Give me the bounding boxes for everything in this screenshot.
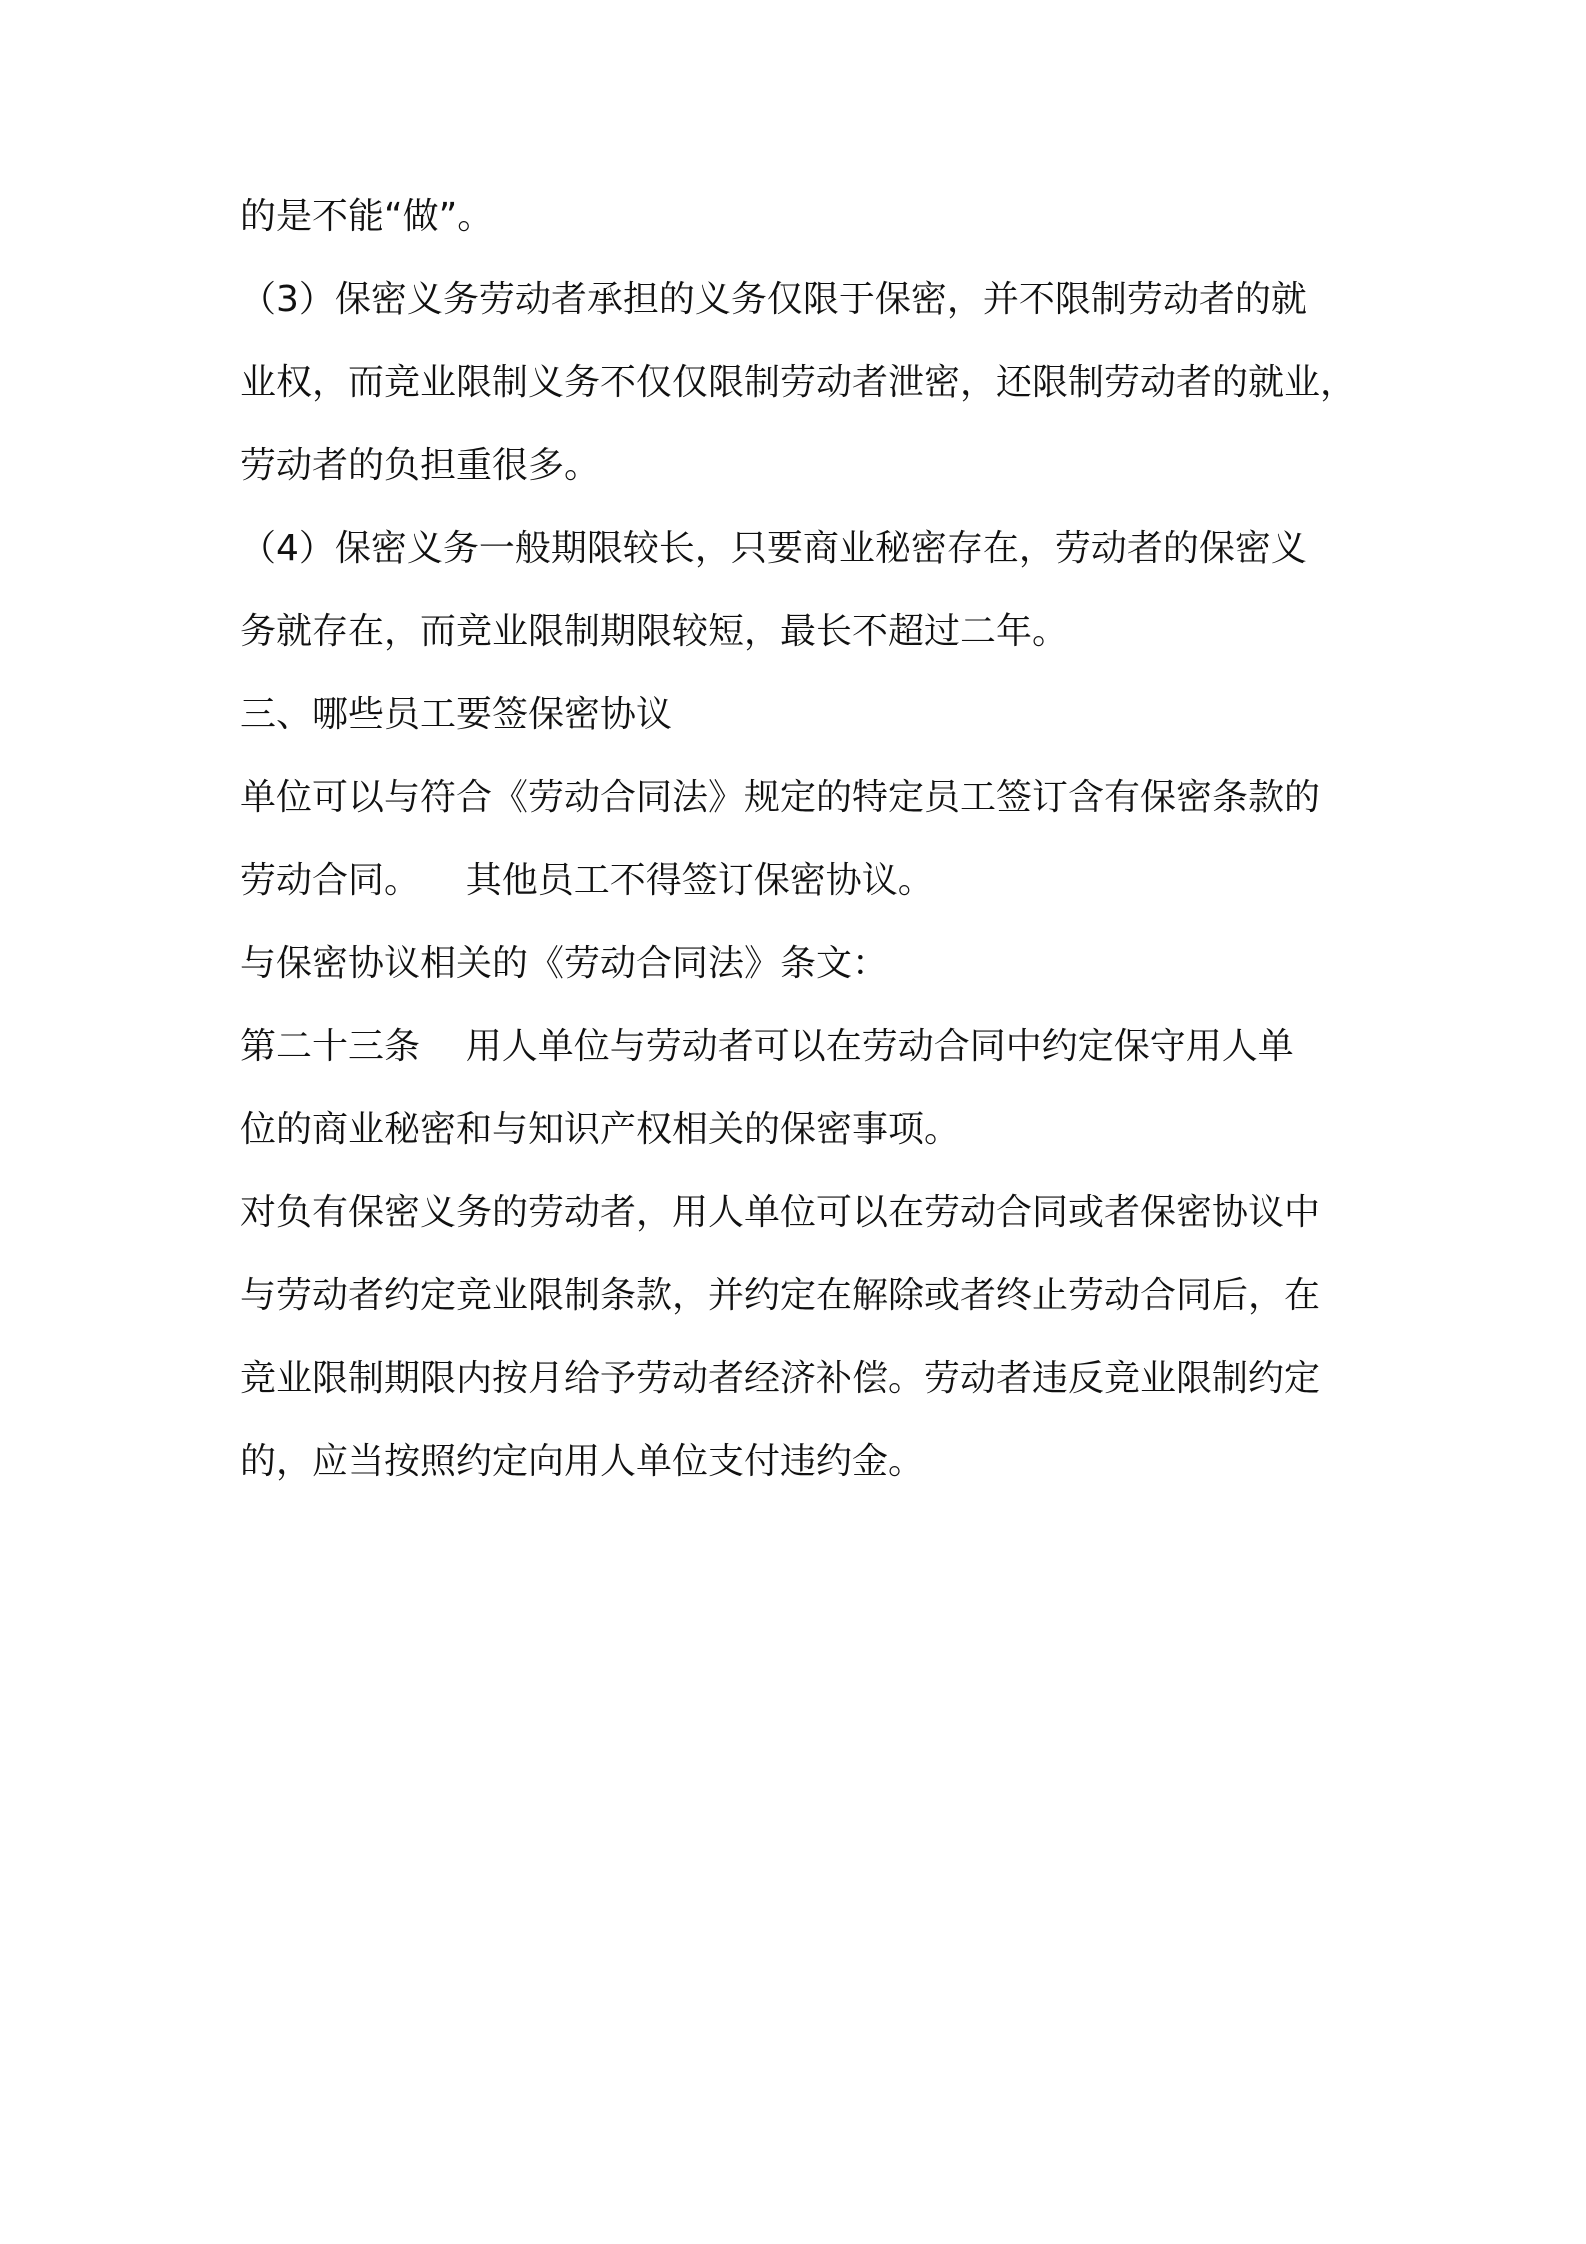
text-line-2: （3）保密义务劳动者承担的义务仅限于保密，并不限制劳动者的就 <box>240 279 1307 320</box>
text-line-16: 的，应当按照约定向用人单位支付违约金。 <box>240 1441 925 1482</box>
article-heading-line: 第二十三条 用人单位与劳动者可以在劳动合同中约定保守用人单 <box>240 1026 1294 1067</box>
text-line-15: 竞业限制期限内按月给予劳动者经济补偿。劳动者违反竞业限制约定 <box>240 1358 1321 1399</box>
document-body <box>240 196 1360 1524</box>
text-line-5: （4）保密义务一般期限较长，只要商业秘密存在，劳动者的保密义 <box>240 528 1307 569</box>
text-line-9: 劳动合同。 其他员工不得签订保密协议。 <box>240 860 934 901</box>
text-line-12: 位的商业秘密和与知识产权相关的保密事项。 <box>240 1109 961 1150</box>
text-line-13: 对负有保密义务的劳动者，用人单位可以在劳动合同或者保密协议中 <box>240 1192 1321 1233</box>
text-line-4: 劳动者的负担重很多。 <box>240 445 601 486</box>
text-line-1: 的是不能“做”。 <box>240 196 494 237</box>
text-line-10: 与保密协议相关的《劳动合同法》条文： <box>240 943 889 984</box>
text-line-6: 务就存在，而竞业限制期限较短，最长不超过二年。 <box>240 611 1069 652</box>
section-heading: 三、哪些员工要签保密协议 <box>240 694 673 735</box>
text-line-14: 与劳动者约定竞业限制条款，并约定在解除或者终止劳动合同后，在 <box>240 1275 1321 1316</box>
text-line-8: 单位可以与符合《劳动合同法》规定的特定员工签订含有保密条款的 <box>240 777 1321 818</box>
text-line-3: 业权，而竞业限制义务不仅仅限制劳动者泄密，还限制劳动者的就业， <box>240 362 1357 403</box>
